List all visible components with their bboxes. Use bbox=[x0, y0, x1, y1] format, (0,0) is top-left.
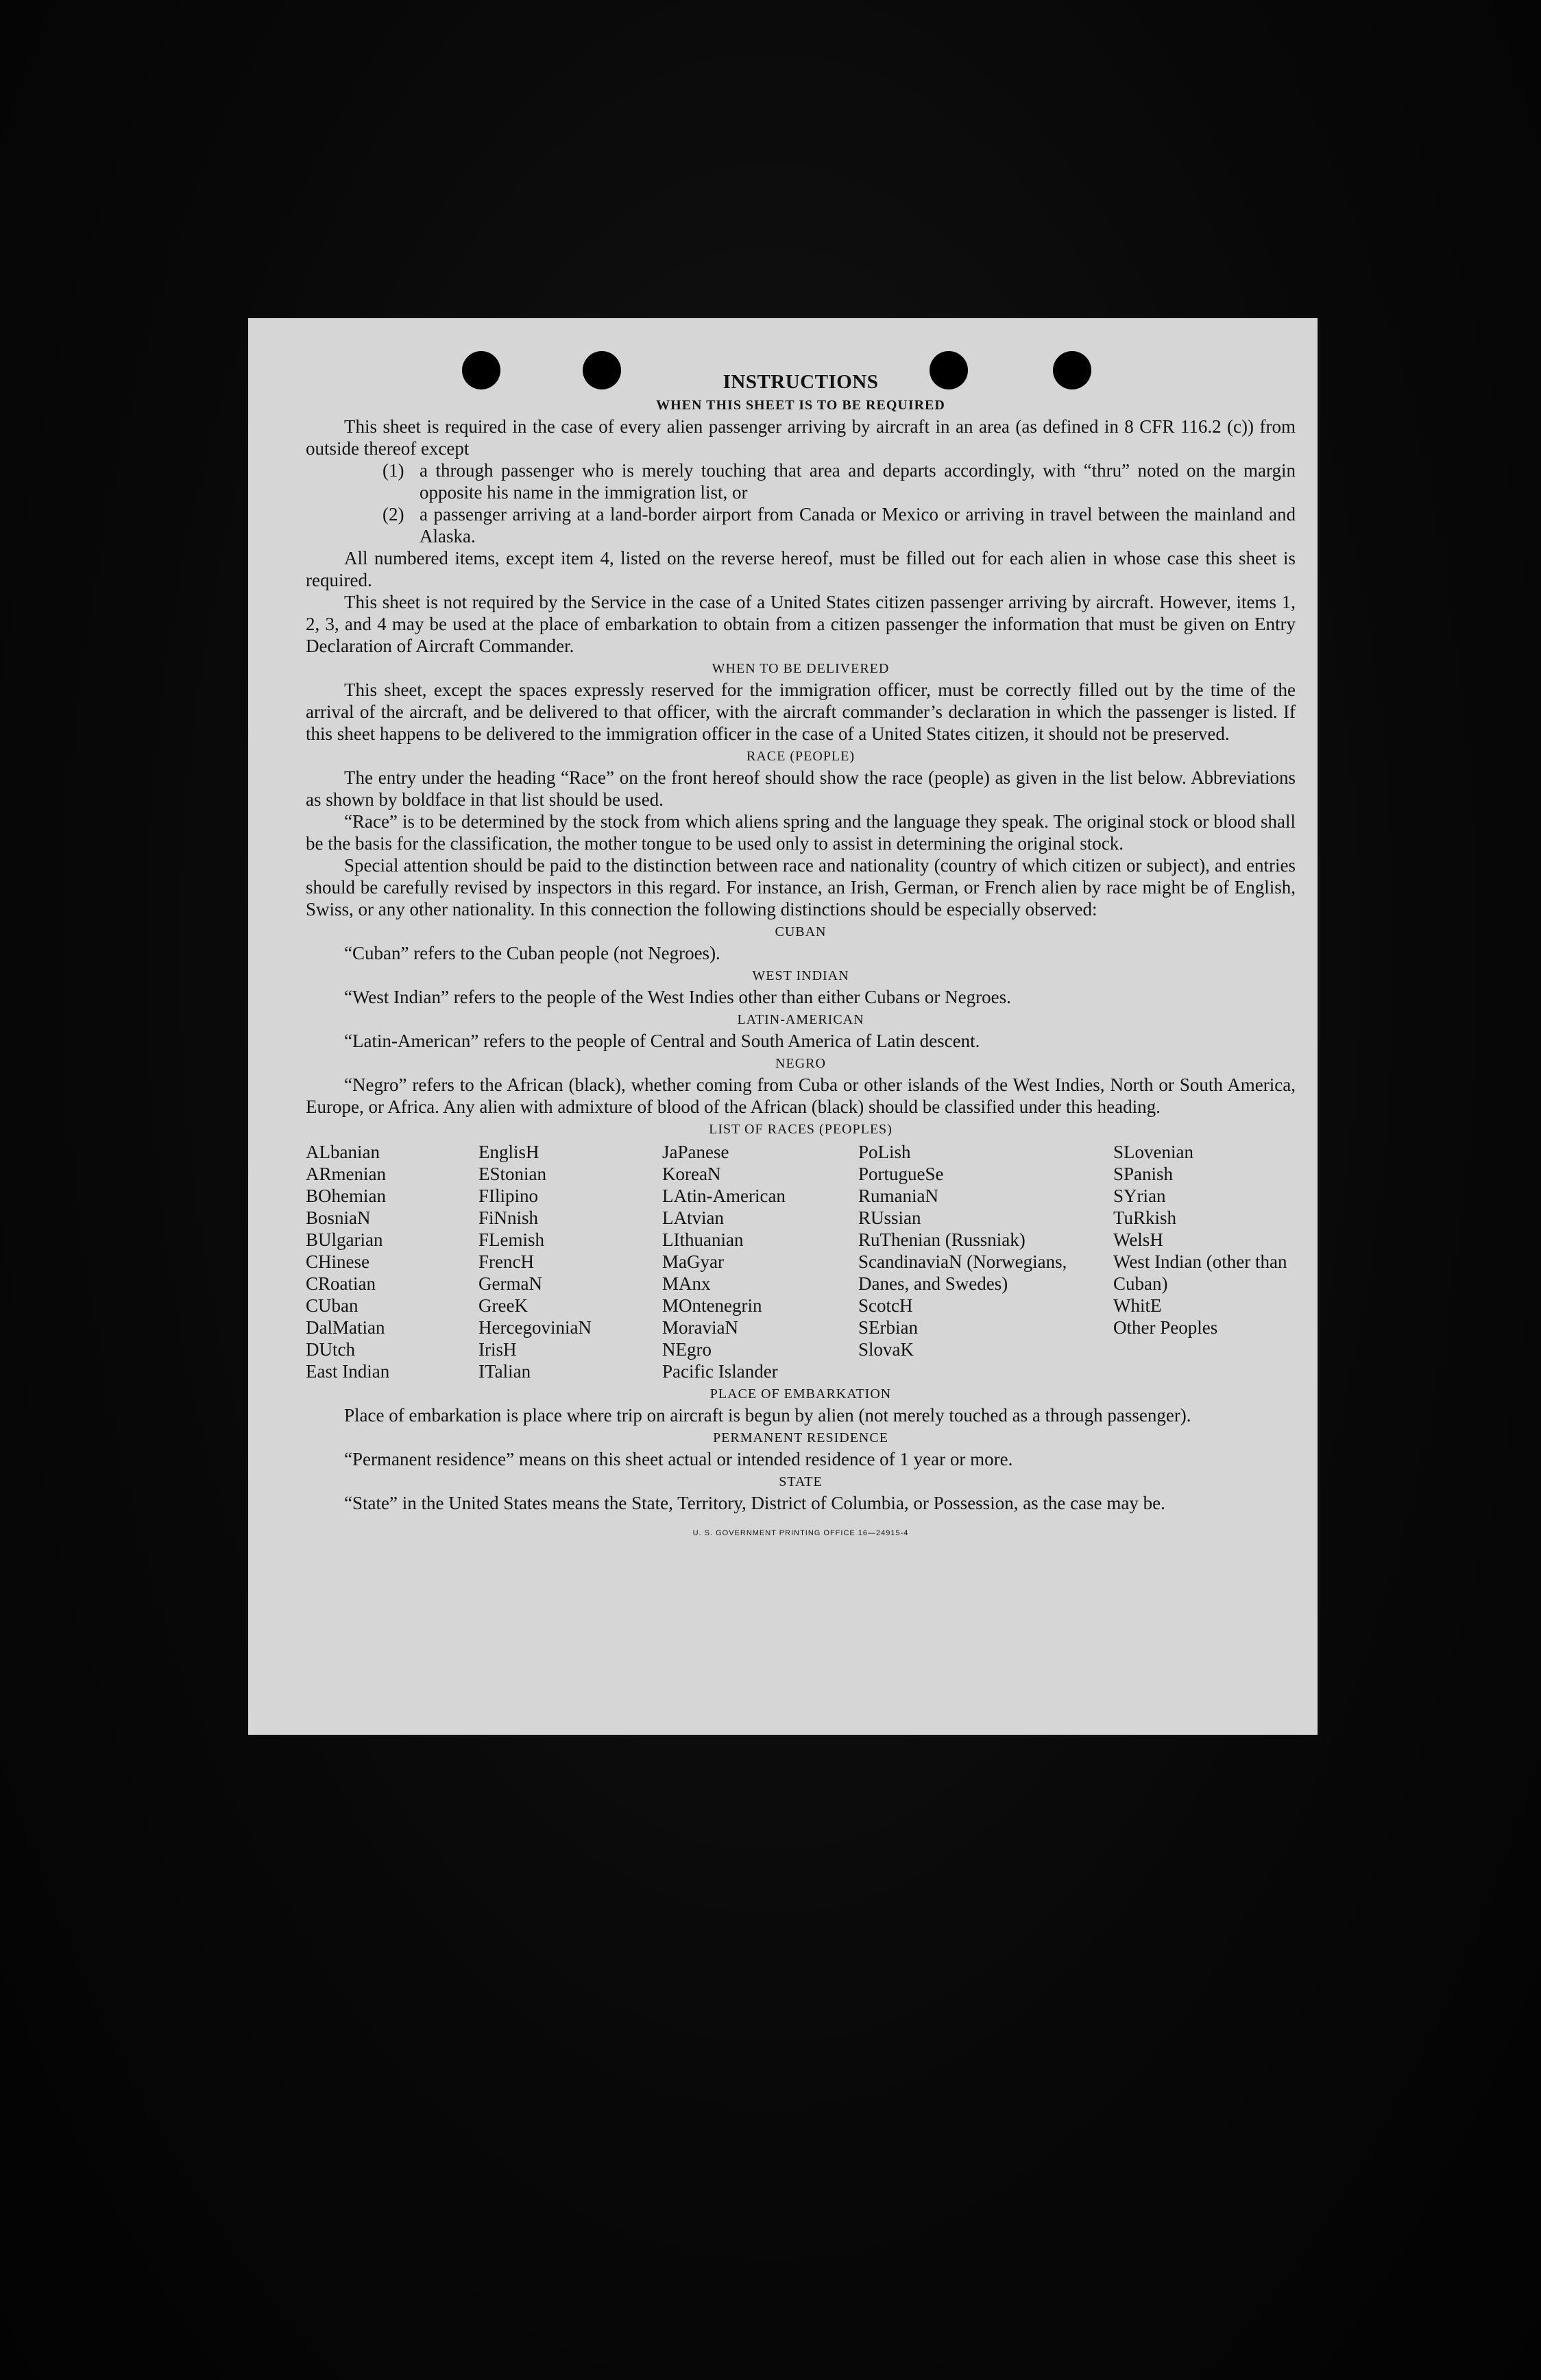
races-list bbox=[306, 1141, 1296, 1382]
race-entry: ScandinaviaN (Norwegians, Danes, and Swedes) bbox=[858, 1251, 1067, 1294]
race-entry: LAtvian bbox=[662, 1207, 724, 1228]
when-required-heading: WHEN THIS SHEET IS TO BE REQUIRED bbox=[656, 398, 945, 413]
instruction-sheet bbox=[248, 318, 1318, 1735]
race-entry: FiNnish bbox=[478, 1207, 539, 1228]
race-entry: CRoatian bbox=[306, 1273, 376, 1294]
race-entry: SErbian bbox=[858, 1317, 918, 1338]
race-entry: LIthuanian bbox=[662, 1229, 744, 1250]
races-list-heading: LIST OF RACES (PEOPLES) bbox=[709, 1122, 893, 1137]
race-entry: FIlipino bbox=[478, 1186, 539, 1206]
race-entry: GreeK bbox=[478, 1295, 528, 1316]
race-heading: RACE (PEOPLE) bbox=[747, 749, 855, 764]
negro-heading: NEGRO bbox=[775, 1056, 826, 1071]
race-entry: PoLish bbox=[858, 1142, 911, 1162]
exception-item-1-number: (1) bbox=[383, 460, 404, 481]
race-entry: MoraviaN bbox=[662, 1317, 738, 1338]
when-delivered-paragraph: This sheet, except the spaces expressly reserved for the immigration officer, must be correctly filled out by the time of the arrival of the aircraft, and be delivered to that officer, with the aircraft commander’s declaration in which the passenger is listed. If this sheet happens to be delivered to the immigration officer in the case of a United States citizen, it should not be preserved. bbox=[306, 680, 1296, 744]
residence-heading: PERMANENT RESIDENCE bbox=[713, 1430, 888, 1445]
races-column-5 bbox=[1113, 1141, 1296, 1382]
race-entry: SPanish bbox=[1113, 1164, 1174, 1184]
citizen-paragraph: This sheet is not required by the Service in the case of a United States citizen passenger arriving by aircraft. However, items 1, 2, 3, and 4 may be used at the place of embarkation to obtain from a citizen passenger the information that must be given on Entry Declaration of Aircraft Commander. bbox=[306, 592, 1296, 656]
race-entry: MaGyar bbox=[662, 1251, 724, 1272]
race-entry: WelsH bbox=[1113, 1229, 1163, 1250]
race-entry: PortugueSe bbox=[858, 1164, 944, 1184]
exception-item-2-number: (2) bbox=[383, 504, 404, 525]
race-entry: KoreaN bbox=[662, 1164, 721, 1184]
race-entry: MAnx bbox=[662, 1273, 711, 1294]
race-entry: East Indian bbox=[306, 1361, 390, 1382]
race-entry: IrisH bbox=[478, 1339, 517, 1360]
race-entry: NEgro bbox=[662, 1339, 712, 1360]
race-entry: CHinese bbox=[306, 1251, 369, 1272]
residence-paragraph: “Permanent residence” means on this sheet actual or intended residence of 1 year or more. bbox=[344, 1449, 1013, 1469]
race-entry: RumaniaN bbox=[858, 1186, 938, 1206]
race-entry: MOntenegrin bbox=[662, 1295, 762, 1316]
exception-item-2 bbox=[383, 503, 1296, 547]
race-entry: ALbanian bbox=[306, 1142, 380, 1162]
race-entry: Pacific Islander bbox=[662, 1361, 778, 1382]
state-paragraph: “State” in the United States means the State, Territory, District of Columbia, or Possession, as the case may be. bbox=[344, 1493, 1165, 1513]
cuban-heading: CUBAN bbox=[775, 924, 827, 939]
race-entry: ITalian bbox=[478, 1361, 531, 1382]
race-entry: EnglisH bbox=[478, 1142, 539, 1162]
races-column-4 bbox=[858, 1141, 1113, 1382]
embarkation-paragraph: Place of embarkation is place where trip on aircraft is begun by alien (not merely touched as a through passenger). bbox=[344, 1405, 1191, 1426]
race-entry: EStonian bbox=[478, 1164, 546, 1184]
race-entry: LAtin-American bbox=[662, 1186, 786, 1206]
instructions-content bbox=[306, 370, 1296, 1544]
race-entry: TuRkish bbox=[1113, 1207, 1177, 1228]
when-delivered-heading: WHEN TO BE DELIVERED bbox=[712, 661, 890, 676]
race-entry: BosniaN bbox=[306, 1207, 371, 1228]
race-paragraph-2: “Race” is to be determined by the stock from which aliens spring and the language they speak. The original stock or blood shall be the basis for the classification, the mother tongue to be used only to assist in determining the original stock. bbox=[306, 811, 1296, 854]
west-indian-paragraph: “West Indian” refers to the people of the West Indies other than either Cubans or Negroes. bbox=[344, 987, 1011, 1007]
race-entry: BOhemian bbox=[306, 1186, 386, 1206]
race-paragraph-3: Special attention should be paid to the distinction between race and nationality (country of which citizen or subject), and entries should be carefully revised by inspectors in this regard. For instance, an Irish, German, or French alien by race might be of English, Swiss, or any other nationality. In this connection the following distinctions should be especially observed: bbox=[306, 855, 1296, 919]
race-entry: WhitE bbox=[1113, 1295, 1162, 1316]
race-entry: BUlgarian bbox=[306, 1229, 383, 1250]
race-entry: SYrian bbox=[1113, 1186, 1166, 1206]
when-required-paragraph: This sheet is required in the case of every alien passenger arriving by aircraft in an area (as defined in 8 CFR 116.2 (c)) from outside thereof except bbox=[306, 416, 1296, 459]
negro-paragraph: “Negro” refers to the African (black), whether coming from Cuba or other islands of the West Indies, North or South America, Europe, or Africa. Any alien with admixture of blood of the African (black) should be classified under this heading. bbox=[306, 1074, 1296, 1117]
race-entry: FrencH bbox=[478, 1251, 534, 1272]
races-column-2 bbox=[478, 1141, 662, 1382]
race-entry: ScotcH bbox=[858, 1295, 913, 1316]
cuban-paragraph: “Cuban” refers to the Cuban people (not Negroes). bbox=[344, 943, 720, 963]
race-entry: ARmenian bbox=[306, 1164, 386, 1184]
printing-office-footer: U. S. GOVERNMENT PRINTING OFFICE 16—24915-4 bbox=[692, 1529, 909, 1537]
west-indian-heading: WEST INDIAN bbox=[752, 968, 849, 983]
races-column-3 bbox=[662, 1141, 858, 1382]
race-entry: SlovaK bbox=[858, 1339, 914, 1360]
race-entry: Other Peoples bbox=[1113, 1317, 1218, 1338]
race-entry: DalMatian bbox=[306, 1317, 385, 1338]
latin-american-heading: LATIN-AMERICAN bbox=[737, 1012, 864, 1027]
race-entry: CUban bbox=[306, 1295, 359, 1316]
latin-american-paragraph: “Latin-American” refers to the people of Central and South America of Latin descent. bbox=[344, 1031, 980, 1051]
numbered-items-paragraph: All numbered items, except item 4, listed on the reverse hereof, must be filled out for each alien in whose case this sheet is required. bbox=[306, 548, 1296, 590]
race-paragraph-1: The entry under the heading “Race” on the front hereof should show the race (people) as given in the list below. Abbreviations as shown by boldface in that list should be used. bbox=[306, 767, 1296, 810]
race-entry: RUssian bbox=[858, 1207, 921, 1228]
state-heading: STATE bbox=[779, 1474, 823, 1489]
race-entry: RuThenian (Russniak) bbox=[858, 1229, 1026, 1250]
race-entry: HercegoviniaN bbox=[478, 1317, 592, 1338]
embarkation-heading: PLACE OF EMBARKATION bbox=[709, 1386, 892, 1402]
exception-item-2-text: a passenger arriving at a land-border airport from Canada or Mexico or arriving in travel between the mainland and Alaska. bbox=[420, 504, 1296, 546]
races-column-1 bbox=[306, 1141, 478, 1382]
race-entry: SLovenian bbox=[1113, 1142, 1193, 1162]
race-entry: DUtch bbox=[306, 1339, 355, 1360]
page-title: INSTRUCTIONS bbox=[723, 371, 879, 393]
race-entry: JaPanese bbox=[662, 1142, 729, 1162]
race-entry: West Indian (other than Cuban) bbox=[1113, 1251, 1287, 1294]
race-entry: GermaN bbox=[478, 1273, 542, 1294]
exception-item-1-text: a through passenger who is merely touching that area and departs accordingly, with “thru” noted on the margin opposite his name in the immigration list, or bbox=[420, 460, 1296, 503]
race-entry: FLemish bbox=[478, 1229, 545, 1250]
exception-item-1 bbox=[383, 459, 1296, 503]
